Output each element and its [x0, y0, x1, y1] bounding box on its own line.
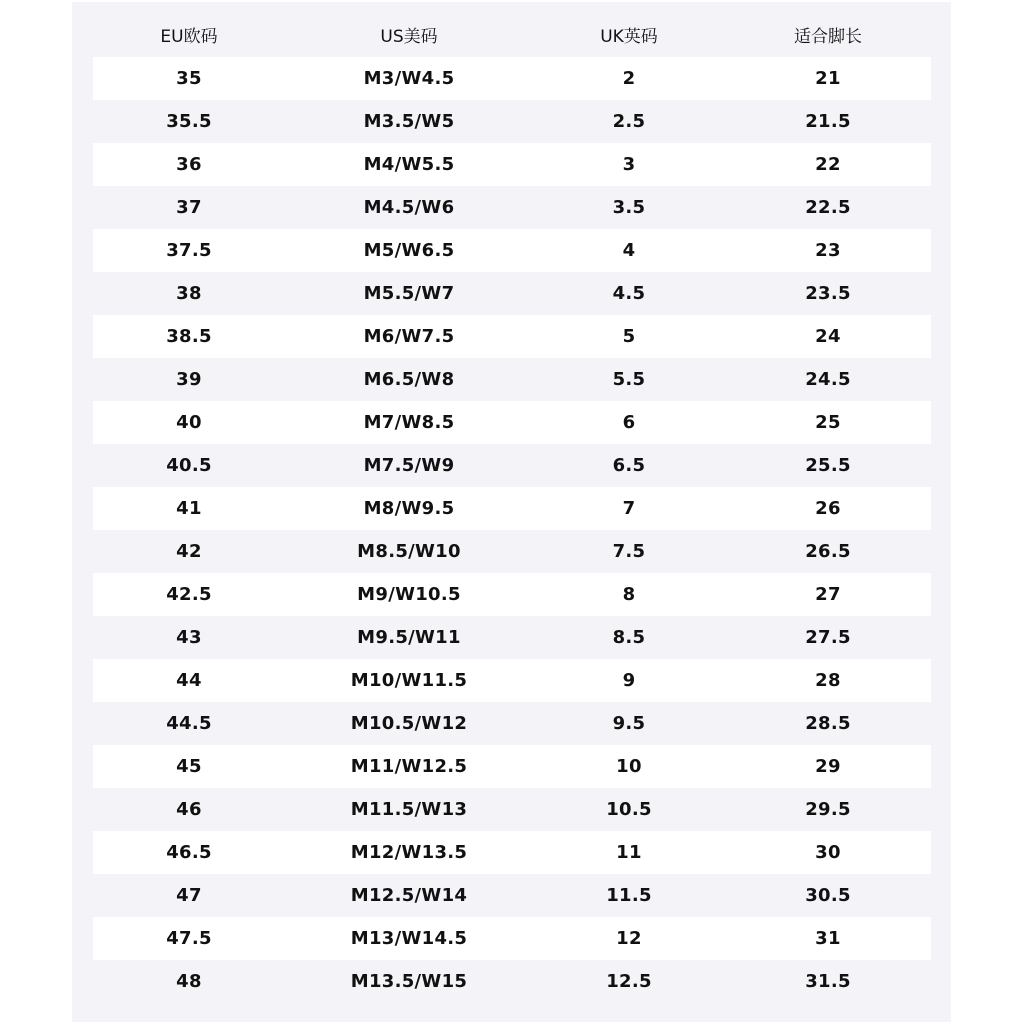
cell-uk: 6	[622, 412, 636, 433]
cell-uk: 5	[622, 326, 636, 347]
cell-uk: 12	[616, 928, 642, 949]
cell-eu: 42	[176, 541, 202, 562]
cell-foot-length: 31	[815, 928, 841, 949]
cell-foot-length: 30	[815, 842, 841, 863]
cell-us: M9.5/W11	[357, 627, 461, 648]
cell-uk: 5.5	[612, 369, 646, 390]
table-row	[93, 57, 931, 100]
header-foot-length: 适合脚长	[794, 26, 862, 47]
size-chart-header	[93, 14, 931, 54]
size-chart-panel	[72, 2, 951, 1022]
cell-eu: 36	[176, 154, 202, 175]
cell-foot-length: 23	[815, 240, 841, 261]
cell-eu: 39	[176, 369, 202, 390]
cell-uk: 11	[616, 842, 642, 863]
cell-us: M13.5/W15	[350, 971, 468, 992]
cell-eu: 37.5	[166, 240, 212, 261]
cell-eu: 45	[176, 756, 202, 777]
table-row	[93, 487, 931, 530]
cell-uk: 11.5	[606, 885, 652, 906]
cell-us: M4/W5.5	[363, 154, 455, 175]
cell-eu: 46.5	[166, 842, 212, 863]
cell-foot-length: 29	[815, 756, 841, 777]
cell-foot-length: 24	[815, 326, 841, 347]
table-row	[93, 831, 931, 874]
cell-us: M13/W14.5	[350, 928, 468, 949]
cell-foot-length: 21.5	[805, 111, 851, 132]
cell-foot-length: 28.5	[805, 713, 851, 734]
cell-eu: 48	[176, 971, 202, 992]
cell-eu: 40	[176, 412, 202, 433]
cell-us: M10/W11.5	[350, 670, 468, 691]
cell-us: M11.5/W13	[350, 799, 468, 820]
cell-uk: 6.5	[612, 455, 646, 476]
cell-us: M7.5/W9	[363, 455, 455, 476]
cell-foot-length: 25.5	[805, 455, 851, 476]
cell-us: M6/W7.5	[363, 326, 455, 347]
cell-uk: 10.5	[606, 799, 652, 820]
cell-foot-length: 27	[815, 584, 841, 605]
table-row	[93, 788, 931, 831]
table-row	[93, 186, 931, 229]
cell-eu: 41	[176, 498, 202, 519]
cell-uk: 12.5	[606, 971, 652, 992]
table-row	[93, 272, 931, 315]
cell-eu: 35	[176, 68, 202, 89]
table-row	[93, 358, 931, 401]
table-row	[93, 659, 931, 702]
cell-uk: 3.5	[612, 197, 646, 218]
cell-eu: 43	[176, 627, 202, 648]
cell-foot-length: 28	[815, 670, 841, 691]
cell-us: M8.5/W10	[357, 541, 461, 562]
cell-eu: 37	[176, 197, 202, 218]
header-us: US美码	[380, 26, 438, 47]
cell-us: M7/W8.5	[363, 412, 455, 433]
table-row	[93, 702, 931, 745]
table-row	[93, 745, 931, 788]
cell-eu: 47	[176, 885, 202, 906]
size-chart-body	[93, 57, 931, 1003]
cell-eu: 42.5	[166, 584, 212, 605]
cell-uk: 4.5	[612, 283, 646, 304]
table-row	[93, 315, 931, 358]
table-row	[93, 401, 931, 444]
cell-foot-length: 21	[815, 68, 841, 89]
cell-uk: 3	[622, 154, 636, 175]
cell-us: M5.5/W7	[363, 283, 455, 304]
cell-us: M8/W9.5	[363, 498, 455, 519]
table-row	[93, 573, 931, 616]
cell-uk: 8.5	[612, 627, 646, 648]
cell-uk: 2.5	[612, 111, 646, 132]
cell-eu: 47.5	[166, 928, 212, 949]
cell-eu: 35.5	[166, 111, 212, 132]
cell-foot-length: 26.5	[805, 541, 851, 562]
cell-uk: 2	[622, 68, 636, 89]
table-row	[93, 960, 931, 1003]
cell-us: M3/W4.5	[363, 68, 455, 89]
cell-us: M11/W12.5	[350, 756, 468, 777]
cell-eu: 38	[176, 283, 202, 304]
cell-eu: 38.5	[166, 326, 212, 347]
cell-us: M4.5/W6	[363, 197, 455, 218]
cell-foot-length: 23.5	[805, 283, 851, 304]
cell-eu: 40.5	[166, 455, 212, 476]
table-row	[93, 100, 931, 143]
table-row	[93, 530, 931, 573]
cell-uk: 8	[622, 584, 636, 605]
header-eu: EU欧码	[160, 26, 218, 47]
cell-foot-length: 29.5	[805, 799, 851, 820]
cell-foot-length: 24.5	[805, 369, 851, 390]
cell-foot-length: 27.5	[805, 627, 851, 648]
cell-eu: 44.5	[166, 713, 212, 734]
cell-foot-length: 22.5	[805, 197, 851, 218]
table-row	[93, 917, 931, 960]
cell-uk: 7.5	[612, 541, 646, 562]
cell-foot-length: 22	[815, 154, 841, 175]
cell-foot-length: 26	[815, 498, 841, 519]
cell-us: M9/W10.5	[357, 584, 461, 605]
cell-us: M10.5/W12	[350, 713, 468, 734]
table-row	[93, 616, 931, 659]
cell-foot-length: 25	[815, 412, 841, 433]
cell-us: M3.5/W5	[363, 111, 455, 132]
cell-uk: 7	[622, 498, 636, 519]
table-row	[93, 229, 931, 272]
cell-eu: 46	[176, 799, 202, 820]
cell-uk: 10	[616, 756, 642, 777]
cell-us: M5/W6.5	[363, 240, 455, 261]
cell-foot-length: 30.5	[805, 885, 851, 906]
table-row	[93, 874, 931, 917]
header-uk: UK英码	[600, 26, 658, 47]
cell-us: M12.5/W14	[350, 885, 468, 906]
cell-us: M6.5/W8	[363, 369, 455, 390]
cell-us: M12/W13.5	[350, 842, 468, 863]
cell-uk: 9.5	[612, 713, 646, 734]
cell-uk: 4	[622, 240, 636, 261]
table-row	[93, 444, 931, 487]
cell-foot-length: 31.5	[805, 971, 851, 992]
cell-uk: 9	[622, 670, 636, 691]
cell-eu: 44	[176, 670, 202, 691]
table-row	[93, 143, 931, 186]
